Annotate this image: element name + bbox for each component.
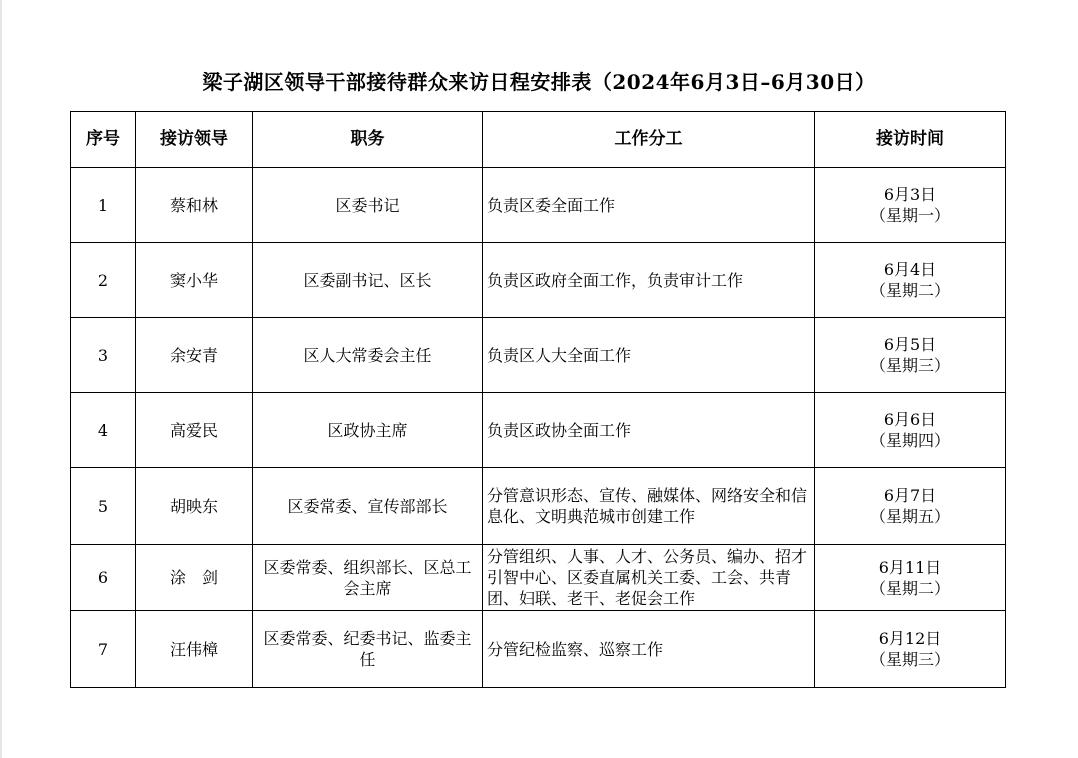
row-duties: 负责区人大全面工作: [483, 318, 815, 393]
row-weekday: （星期一）: [869, 206, 950, 225]
table-row: [71, 611, 1006, 688]
row-date: 6月3日: [883, 185, 937, 204]
row-leader: 汪伟樟: [136, 611, 253, 688]
row-date: 6月12日: [878, 629, 942, 648]
table-row: [71, 318, 1006, 393]
row-seq: 2: [71, 243, 136, 318]
row-duties: 负责区委全面工作: [483, 168, 815, 243]
table-row: [71, 243, 1006, 318]
row-duties: 分管纪检监察、巡察工作: [483, 611, 815, 688]
row-leader: 窦小华: [136, 243, 253, 318]
row-time: [815, 468, 1006, 545]
row-date: 6月5日: [883, 335, 937, 354]
row-date: 6月11日: [878, 557, 942, 577]
table-row: [71, 468, 1006, 545]
row-position: 区委书记: [253, 168, 483, 243]
row-position: 区政协主席: [253, 393, 483, 468]
table-row: [71, 168, 1006, 243]
row-duties: 分管意识形态、宣传、融媒体、网络安全和信息化、文明典范城市创建工作: [483, 468, 815, 545]
row-weekday: （星期四）: [869, 431, 950, 450]
row-seq: 4: [71, 393, 136, 468]
row-leader: 余安青: [136, 318, 253, 393]
row-time: [815, 393, 1006, 468]
row-position: 区委常委、宣传部部长: [253, 468, 483, 545]
row-duties: 负责区政协全面工作: [483, 393, 815, 468]
page-edge: [0, 0, 2, 758]
row-seq: 6: [71, 545, 136, 611]
row-date: 6月7日: [883, 486, 937, 505]
row-weekday: （星期二）: [869, 281, 950, 300]
row-duties: 负责区政府全面工作，负责审计工作: [483, 243, 815, 318]
row-time: [815, 545, 1006, 611]
row-date: 6月4日: [883, 260, 937, 279]
header-position: 职务: [253, 112, 483, 168]
header-leader: 接访领导: [136, 112, 253, 168]
row-seq: 1: [71, 168, 136, 243]
header-duties: 工作分工: [483, 112, 815, 168]
row-time: [815, 611, 1006, 688]
table-row: [71, 393, 1006, 468]
row-duties: 分管组织、人事、人才、公务员、编办、招才引智中心、区委直属机关工委、工会、共青团、妇联、老干、老促会工作: [483, 545, 815, 611]
row-date: 6月6日: [883, 410, 937, 429]
row-seq: 5: [71, 468, 136, 545]
row-time: [815, 318, 1006, 393]
row-seq: 7: [71, 611, 136, 688]
row-weekday: （星期二）: [869, 578, 950, 598]
row-weekday: （星期五）: [869, 507, 950, 526]
header-time: 接访时间: [815, 112, 1006, 168]
row-leader: 胡映东: [136, 468, 253, 545]
schedule-table: [70, 111, 1006, 688]
row-time: [815, 168, 1006, 243]
row-time: [815, 243, 1006, 318]
header-row: [71, 112, 1006, 168]
row-leader: 高爱民: [136, 393, 253, 468]
row-position: 区委常委、纪委书记、监委主任: [253, 611, 483, 688]
row-position: 区人大常委会主任: [253, 318, 483, 393]
table-row: [71, 545, 1006, 611]
row-seq: 3: [71, 318, 136, 393]
row-position: 区委常委、组织部长、区总工会主席: [253, 545, 483, 611]
row-weekday: （星期三）: [869, 356, 950, 375]
page-title: 梁子湖区领导干部接待群众来访日程安排表（2024年6月3日–6月30日）: [202, 70, 876, 94]
row-weekday: （星期三）: [869, 650, 950, 669]
row-leader: 蔡和林: [136, 168, 253, 243]
row-position: 区委副书记、区长: [253, 243, 483, 318]
header-seq: 序号: [71, 112, 136, 168]
row-leader: 涂 剑: [136, 545, 253, 611]
